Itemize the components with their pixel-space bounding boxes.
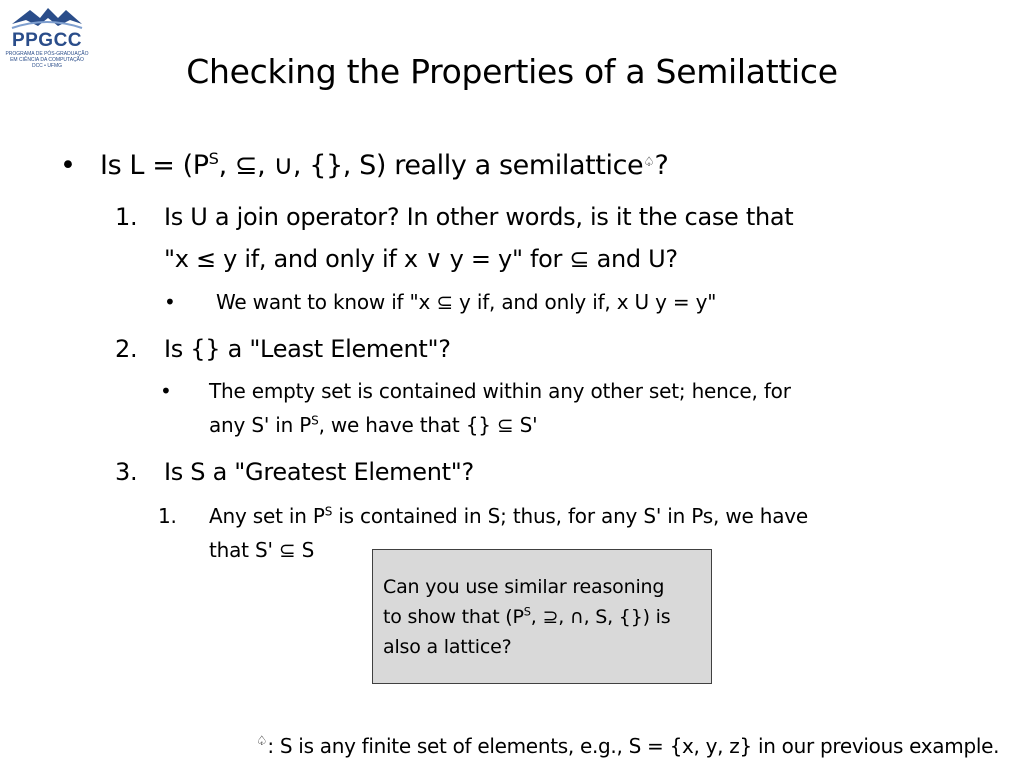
item2-text: Is {} a "Least Element"?	[164, 335, 451, 363]
logo-subtitle-line: DCC • UFMG	[31, 63, 63, 69]
sub-bullet-marker: •	[164, 290, 176, 314]
text-run: , we have that {} ⊆ S'	[318, 413, 538, 437]
logo-subtitle-line: PROGRAMA DE PÓS-GRADUAÇÃO	[5, 51, 89, 57]
bullet-marker: •	[60, 150, 76, 181]
spade-icon: ♤	[256, 734, 268, 749]
text-run: Is L = (P	[100, 150, 209, 181]
footnote-text: : S is any finite set of elements, e.g., S = {x, y, z} in our previous example.	[267, 734, 1000, 758]
text-run: any S' in P	[209, 413, 312, 437]
item3-sub-line2: that S' ⊆ S	[209, 538, 315, 562]
item1-line1: Is U a join operator? In other words, is it the case that	[164, 203, 794, 231]
list-number: 3.	[115, 458, 138, 486]
text-run: to show that (P	[383, 606, 524, 628]
item1-sub-text: We want to know if "x ⊆ y if, and only if, x U y = y"	[216, 290, 717, 314]
text-run: is contained in S; thus, for any S' in Ps, we have	[332, 504, 809, 528]
list-number: 1.	[115, 203, 138, 231]
text-run: Any set in P	[209, 504, 325, 528]
spade-icon: ♤	[643, 155, 655, 170]
callout-line3: also a lattice?	[383, 636, 512, 658]
sub-list-number: 1.	[158, 504, 177, 528]
superscript: S	[324, 504, 333, 519]
superscript: S	[311, 413, 319, 428]
text-run: ?	[654, 150, 669, 181]
callout-line1: Can you use similar reasoning	[383, 576, 665, 598]
item3-sub-line1	[209, 503, 808, 530]
logo-wing-icon	[10, 6, 84, 32]
list-number: 2.	[115, 335, 138, 363]
logo-subtitle-line: EM CIÊNCIA DA COMPUTAÇÃO	[10, 57, 84, 63]
item1-line2: "x ≤ y if, and only if x ∨ y = y" for ⊆ and U?	[164, 245, 678, 273]
callout-line2	[383, 604, 670, 630]
text-run: , ⊆, ∪, {}, S) really a semilattice	[218, 150, 644, 181]
superscript: S	[523, 604, 531, 619]
item2-sub-line2	[209, 412, 537, 439]
text-run: , ⊇, ∩, S, {}) is	[530, 606, 671, 628]
footnote	[256, 732, 999, 760]
item2-sub-line1: The empty set is contained within any other set; hence, for	[209, 379, 791, 403]
main-bullet-text	[100, 149, 668, 183]
sub-bullet-marker: •	[160, 379, 172, 403]
slide-title: Checking the Properties of a Semilattice	[186, 52, 838, 91]
superscript: S	[208, 149, 219, 168]
item3-text: Is S a "Greatest Element"?	[164, 458, 474, 486]
callout-box	[372, 549, 712, 684]
logo-name: PPGCC	[11, 30, 83, 51]
